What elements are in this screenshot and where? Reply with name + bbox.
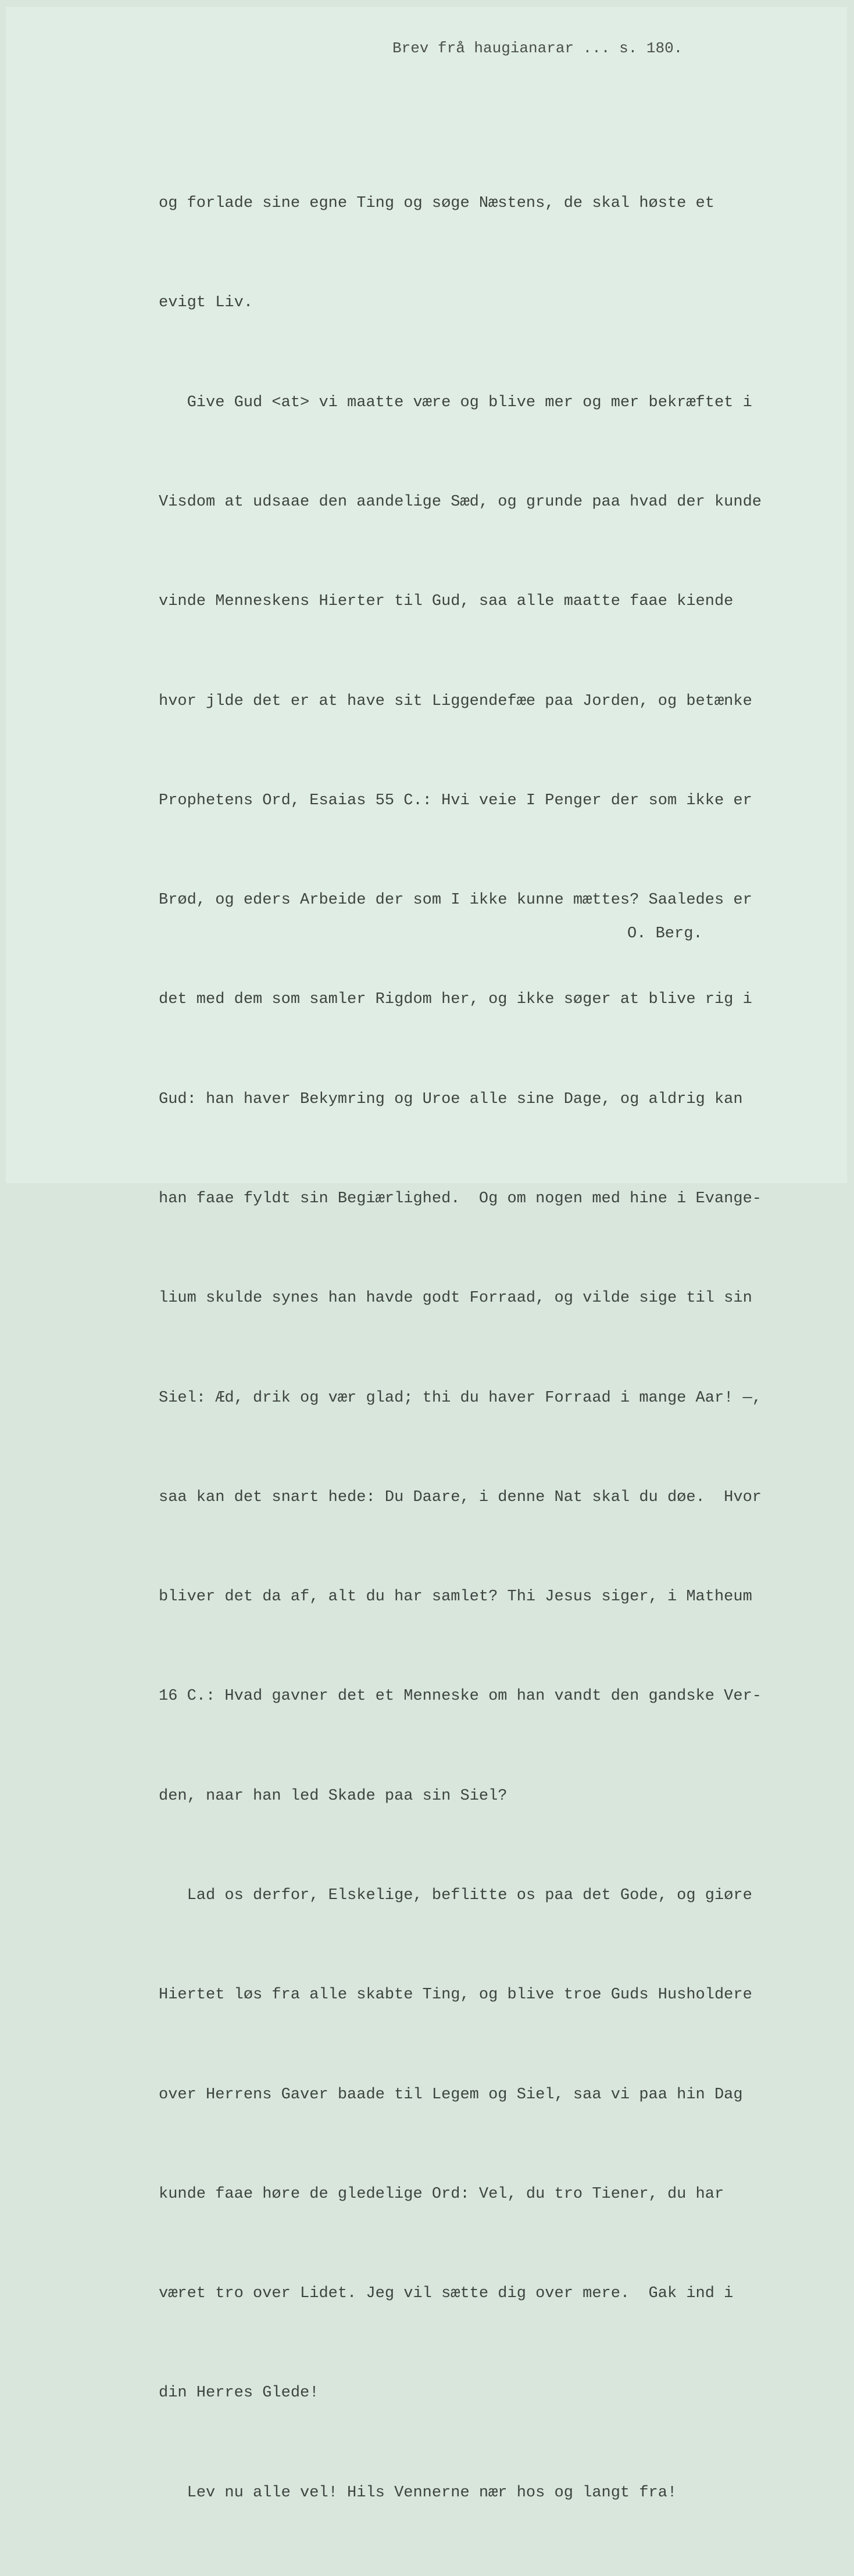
text-line: Hiertet løs fra alle skabte Ting, og blive troe Guds Husholdere — [159, 1986, 752, 2004]
document-page — [6, 7, 847, 2502]
text-line: saa kan det snart hede: Du Daare, i denne Nat skal du døe. Hvor — [159, 1488, 762, 1506]
text-line: kunde faae høre de gledelige Ord: Vel, du tro Tiener, du har — [159, 2185, 724, 2203]
text-line: Visdom at udsaae den aandelige Sæd, og grunde paa hvad der kunde — [159, 493, 762, 511]
text-line: hvor jlde det er at have sit Liggendefæe paa Jorden, og betænke — [159, 692, 752, 710]
letter-body — [159, 121, 816, 2576]
text-line: Lad os derfor, Elskelige, beflitte os paa det Gode, og giøre — [159, 1886, 752, 1904]
text-line: din Herres Glede! — [159, 2384, 319, 2402]
text-line: over Herrens Gaver baade til Legem og Siel, saa vi paa hin Dag — [159, 2086, 743, 2104]
text-line: Prophetens Ord, Esaias 55 C.: Hvi veie I Penger der som ikke er — [159, 791, 752, 809]
text-line: evigt Liv. — [159, 294, 253, 312]
text-line: Give Gud <at> vi maatte være og blive mer og mer bekræftet i — [159, 393, 752, 411]
text-line: lium skulde synes han havde godt Forraad, og vilde sige til sin — [159, 1289, 752, 1307]
text-line: det med dem som samler Rigdom her, og ikke søger at blive rig i — [159, 991, 752, 1009]
text-line: bliver det da af, alt du har samlet? Thi Jesus siger, i Matheum — [159, 1588, 752, 1606]
signature: O. Berg. — [627, 925, 703, 943]
text-line: Siel: Æd, drik og vær glad; thi du haver Forraad i mange Aar! —, — [159, 1389, 762, 1407]
page-header: Brev frå haugianarar ... s. 180. — [392, 40, 683, 57]
text-line: han faae fyldt sin Begiærlighed. Og om nogen med hine i Evange- — [159, 1190, 762, 1208]
text-line: 16 C.: Hvad gavner det et Menneske om han vandt den gandske Ver- — [159, 1688, 762, 1706]
text-line: været tro over Lidet. Jeg vil sætte dig over mere. Gak ind i — [159, 2285, 734, 2303]
text-line: og forlade sine egne Ting og søge Næstens, de skal høste et — [159, 195, 714, 213]
text-line: Gud: han haver Bekymring og Uroe alle sine Dage, og aldrig kan — [159, 1090, 743, 1108]
text-line: den, naar han led Skade paa sin Siel? — [159, 1787, 508, 1805]
text-line: Lev nu alle vel! Hils Vennerne nær hos og langt fra! — [159, 2484, 677, 2502]
text-line: Brød, og eders Arbeide der som I ikke kunne mættes? Saaledes er — [159, 891, 752, 909]
text-line: vinde Menneskens Hierter til Gud, saa alle maatte faae kiende — [159, 593, 734, 611]
